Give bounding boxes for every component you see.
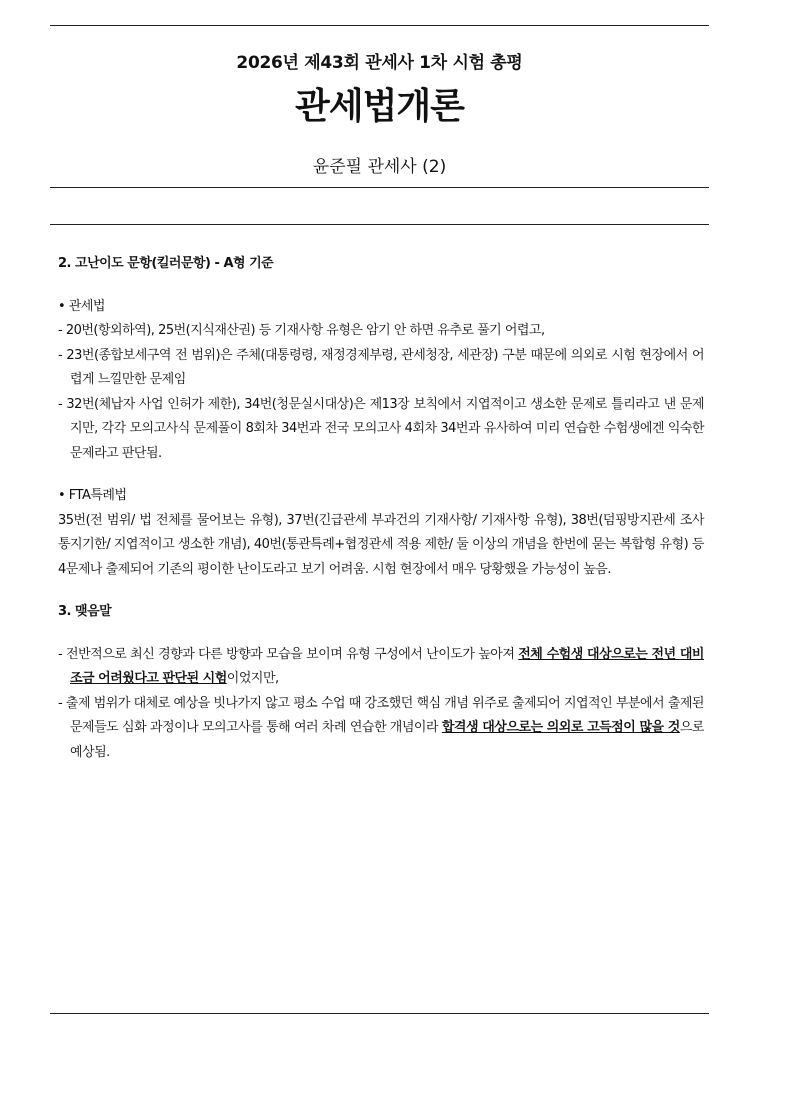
emphasis-text: 전체 수험생 대상으로는 전년 대비 조금 어려웠다고 판단된 시험 [70,646,704,686]
conclusion-item-1 [58,643,704,692]
fta-paragraph: 35번(전 범위/ 법 전체를 물어보는 유형), 37번(긴급관세 부과건의 기재사항/ 기재사항 유형), 38번(덤핑방지관세 조사 통지기한/ 지엽적이고 생소한 개념), 40번(통관특례+협정관세 적용 제한/ 둘 이상의 개념을 한번에 묻는 복합형 유형) 등 4문제나 출제되어 기존의 평이한 난이도라고 보기 어려움. 시험 현장에서 매우 당황했을 가능성이 높음. [58,512,704,577]
customs-law-label: • 관세법 [58,298,105,314]
conclusion-item-2 [58,692,704,766]
page-title: 관세법개론 [295,86,464,127]
fta-label: • FTA특례법 [58,488,127,503]
list-item: - 20번(항외하역), 25번(지식재산권) 등 기재사항 유형은 암기 안 하면 유추로 풀기 어렵고, [58,323,545,338]
text-run: - 출제 범위가 대체로 예상을 빗나가지 않고 평소 수업 때 강조했던 핵심 개념 위주로 출제되어 지엽적인 부분에서 출제된 문제들도 심화 과정이나 모의고사를 통해 여러 차례 연습한 개념이라 [58,695,704,735]
footer-rule [50,1013,709,1014]
emphasis-text: 합격생 대상으로는 의외로 고득점이 많을 것 [441,720,680,735]
list-item: - 32번(체납자 사업 인허가 제한), 34번(청문실시대상)은 제13장 보칙에서 지엽적이고 생소한 문제로 틀리라고 낸 문제지만, 각각 모의고사식 문제풀이 8회차 34번과 전국 모의고사 4회차 34번과 유사하여 미리 연습한 수험생에겐 익숙한 문제라고 판단됨. [58,396,704,461]
document-body [58,252,704,765]
text-run: 이었지만, [226,671,279,686]
section-2-heading: 2. 고난이도 문항(킬러문항) - A형 기준 [58,256,274,271]
list-item: - 23번(종합보세구역 전 범위)은 주체(대통령령, 재정경제부령, 관세청장, 세관장) 구분 때문에 의외로 시험 현장에서 어렵게 느낄만한 문제임 [58,347,704,387]
author-line: 윤준필 관세사 (2) [312,157,447,177]
exam-subtitle: 2026년 제43회 관세사 1차 시험 총평 [236,53,523,73]
text-run: - 전반적으로 최신 경향과 다른 방향과 모습을 보이며 유형 구성에서 난이도가 높아져 [58,646,519,662]
top-rule [50,25,709,26]
header-bottom-rule [50,187,709,188]
section-3-heading: 3. 맺음말 [58,604,112,619]
text-run: 으로 예상됨. [70,720,704,760]
content-top-rule [50,224,709,225]
